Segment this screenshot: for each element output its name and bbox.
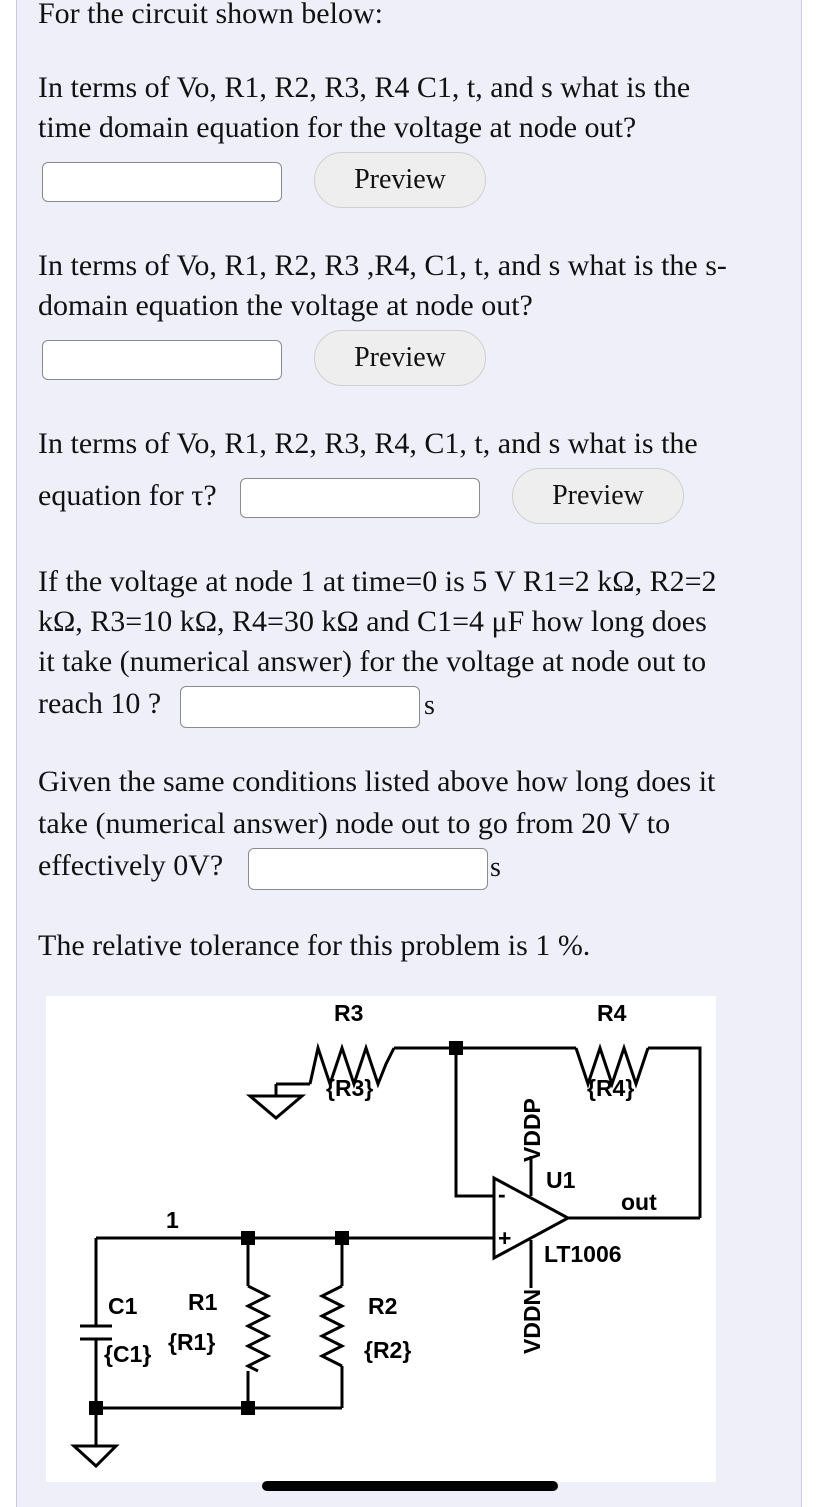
u1-label: U1 bbox=[546, 1167, 576, 1193]
q4-line3: it take (numerical answer) for the voltage at node out to bbox=[38, 645, 707, 678]
ground-icon bbox=[74, 1446, 116, 1466]
r2-resistor bbox=[322, 1286, 342, 1366]
r4-label: R4 bbox=[597, 1000, 627, 1026]
r4-value: {R4} bbox=[587, 1075, 635, 1101]
q5-line2: take (numerical answer) node out to go from 20 V to bbox=[38, 807, 671, 840]
q2-line1: In terms of Vo, R1, R2, R3 ,R4, C1, t, and s what is the s- bbox=[38, 249, 727, 282]
q2-answer-input[interactable] bbox=[42, 340, 282, 380]
q4-line4: reach 10 ? bbox=[38, 687, 162, 720]
u1-part-label: LT1006 bbox=[544, 1241, 622, 1267]
q5-line3: effectively 0V? bbox=[38, 849, 224, 882]
q5-line1: Given the same conditions listed above how long does it bbox=[38, 765, 716, 798]
q3-preview-button[interactable]: Preview bbox=[512, 468, 684, 524]
q2-preview-button[interactable]: Preview bbox=[314, 330, 486, 386]
q3-answer-input[interactable] bbox=[240, 478, 480, 518]
q4-line2: kΩ, R3=10 kΩ, R4=30 kΩ and C1=4 μF how long does bbox=[38, 605, 707, 638]
r3-value: {R3} bbox=[326, 1075, 374, 1101]
out-label: out bbox=[621, 1189, 657, 1215]
q3-line1: In terms of Vo, R1, R2, R3, R4, C1, t, and s what is the bbox=[38, 427, 698, 460]
ground-icon bbox=[250, 1096, 302, 1118]
q1-line2: time domain equation for the voltage at node out? bbox=[38, 111, 637, 144]
c1-value: {C1} bbox=[104, 1341, 152, 1367]
q3-line2: equation for τ? bbox=[38, 479, 217, 512]
tolerance-note: The relative tolerance for this problem is 1 %. bbox=[38, 929, 591, 962]
q2-line2: domain equation the voltage at node out? bbox=[38, 289, 533, 322]
home-indicator bbox=[262, 1481, 558, 1491]
q4-unit: s bbox=[424, 690, 435, 721]
r2-label: R2 bbox=[368, 1293, 398, 1319]
r1-resistor bbox=[248, 1286, 268, 1371]
q1-preview-button[interactable]: Preview bbox=[314, 152, 486, 208]
r3-label: R3 bbox=[334, 1000, 364, 1026]
r1-label: R1 bbox=[188, 1289, 218, 1315]
r2-value: {R2} bbox=[364, 1337, 412, 1363]
intro-text: For the circuit shown below: bbox=[38, 0, 383, 30]
q5-answer-input[interactable] bbox=[248, 848, 488, 890]
c1-label: C1 bbox=[108, 1293, 138, 1319]
plus-sign: + bbox=[498, 1225, 512, 1251]
vddn-label: VDDN bbox=[519, 1288, 545, 1354]
q4-line1: If the voltage at node 1 at time=0 is 5 V R1=2 kΩ, R2=2 bbox=[38, 565, 717, 598]
minus-sign: - bbox=[498, 1181, 506, 1207]
q1-answer-input[interactable] bbox=[42, 162, 282, 202]
circuit-schematic bbox=[46, 996, 716, 1482]
schematic-svg bbox=[46, 996, 716, 1482]
r1-value: {R1} bbox=[168, 1329, 216, 1355]
vddp-label: VDDP bbox=[519, 1098, 545, 1162]
q4-answer-input[interactable] bbox=[180, 686, 420, 728]
q1-line1: In terms of Vo, R1, R2, R3, R4 C1, t, and s what is the bbox=[38, 71, 691, 104]
node-1-label: 1 bbox=[166, 1207, 179, 1233]
q5-unit: s bbox=[490, 852, 501, 883]
